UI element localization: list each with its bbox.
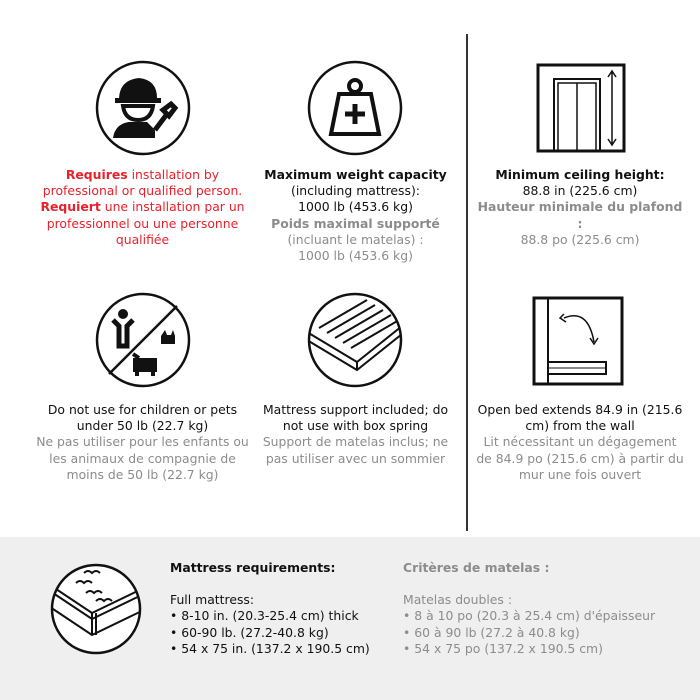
ceiling-fr-title: Hauteur minimale du plafond : — [477, 199, 683, 231]
weight-en-line2: 1000 lb (453.6 kg) — [298, 199, 413, 215]
ceiling-height-icon — [536, 63, 626, 153]
ceiling-en-title: Minimum ceiling height: — [495, 167, 665, 182]
install-fr-bold: Requiert — [40, 199, 101, 215]
children-fr: Ne pas utiliser pour les enfants ou les animaux de compagnie de moins de 50 lb (22.7 kg) — [36, 434, 249, 482]
install-fr-text: une installation par un professionnel ou une personne qualifiée — [46, 199, 245, 247]
mattress-fr-item: • 60 à 90 lb (27.2 à 40.8 kg) — [403, 624, 580, 640]
mattress-en-subtitle: Full mattress: — [170, 592, 255, 608]
weight-en-line1: (including mattress): — [291, 183, 420, 199]
mattress-en-item: • 54 x 75 in. (137.2 x 190.5 cm) — [170, 640, 370, 656]
weight-fr-title: Poids maximal supporté — [271, 215, 440, 231]
mattress-fr-title: Critères de matelas : — [403, 560, 550, 575]
install-en-bold: Requires — [65, 167, 128, 182]
no-children-pets-icon — [95, 292, 191, 388]
mattress-fr-item: • 54 x 75 po (137.2 x 190.5 cm) — [403, 640, 603, 656]
bed-open-icon — [532, 296, 624, 386]
weight-en-title: Maximum weight capacity — [264, 167, 447, 182]
divider — [466, 34, 468, 531]
mattress-icon — [50, 563, 142, 655]
extends-en: Open bed extends 84.9 in (215.6 cm) from the wall — [477, 402, 683, 434]
mattress-fr-subtitle: Matelas doubles : — [403, 592, 512, 608]
mattress-fr-item: • 8 à 10 po (20.3 à 25.4 cm) d'épaisseur — [403, 608, 656, 624]
support-en: Mattress support included; do not use with box spring — [262, 402, 449, 434]
children-en: Do not use for children or pets under 50 lb (22.7 kg) — [47, 402, 238, 434]
mattress-en-title: Mattress requirements: — [170, 560, 336, 575]
ceiling-en-line1: 88.8 in (225.6 cm) — [522, 183, 638, 199]
mattress-en-item: • 8-10 in. (20.3-25.4 cm) thick — [170, 608, 359, 624]
weight-fr-line2: 1000 lb (453.6 kg) — [298, 248, 413, 264]
weight-fr-line1: (incluant le matelas) : — [287, 231, 424, 247]
slats-icon — [307, 292, 403, 388]
support-fr: Support de matelas inclus; ne pas utiliser avec un sommier — [262, 434, 449, 466]
extends-fr: Lit nécessitant un dégagement de 84.9 po (215.6 cm) à partir du mur une fois ouvert — [476, 434, 684, 482]
install-en-text: installation by professional or qualified person. — [42, 167, 243, 199]
installer-wrench-icon — [95, 60, 191, 156]
ceiling-fr-line1: 88.8 po (225.6 cm) — [520, 231, 640, 247]
weight-icon — [307, 60, 403, 156]
mattress-en-item: • 60-90 lb. (27.2-40.8 kg) — [170, 624, 329, 640]
